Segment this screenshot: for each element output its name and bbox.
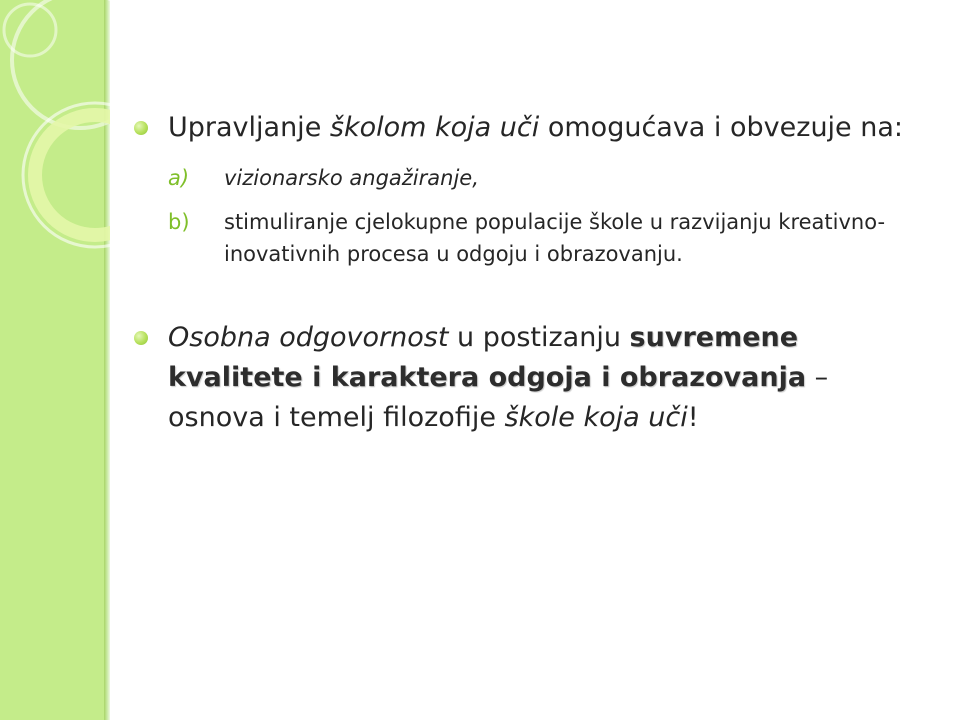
bullet2-italic-school: škole koja uči xyxy=(504,402,688,433)
bullet-point-1 xyxy=(128,108,928,148)
bullet-point-2 xyxy=(128,318,928,438)
bullet2-text-b: u postizanju xyxy=(448,322,630,353)
sub-item-a xyxy=(168,162,928,194)
bullet-icon xyxy=(134,331,148,345)
sub-list xyxy=(168,162,928,270)
sub-item-b xyxy=(168,206,928,270)
decorative-circles xyxy=(0,0,110,260)
bullet-icon xyxy=(134,121,148,135)
bullet1-text-a: Upravljanje xyxy=(168,112,330,143)
sub-item-a-text: vizionarsko angažiranje, xyxy=(224,166,479,190)
bullet2-text-f: ! xyxy=(687,402,699,433)
deco-circle-thick xyxy=(35,115,110,235)
sub-item-b-marker: b) xyxy=(168,210,190,234)
bullet1-italic-phrase: školom koja uči xyxy=(329,112,540,143)
bullet1-text-c: omogućava i obvezuje na: xyxy=(539,112,904,143)
bullet2-bold-phrase: suvremene kvalitete i karaktera odgoja i obrazovanja xyxy=(168,322,807,393)
sub-item-b-text: stimuliranje cjelokupne populacije škole u razvijanju kreativno-inovativnih procesa u odgoju i obrazovanju. xyxy=(224,210,886,266)
slide-content xyxy=(128,108,928,438)
bullet2-text-d: – osnova i temelj filozofije xyxy=(168,362,829,433)
sub-item-a-marker: a) xyxy=(168,166,190,190)
bullet2-italic-phrase: Osobna odgovornost xyxy=(168,322,449,353)
